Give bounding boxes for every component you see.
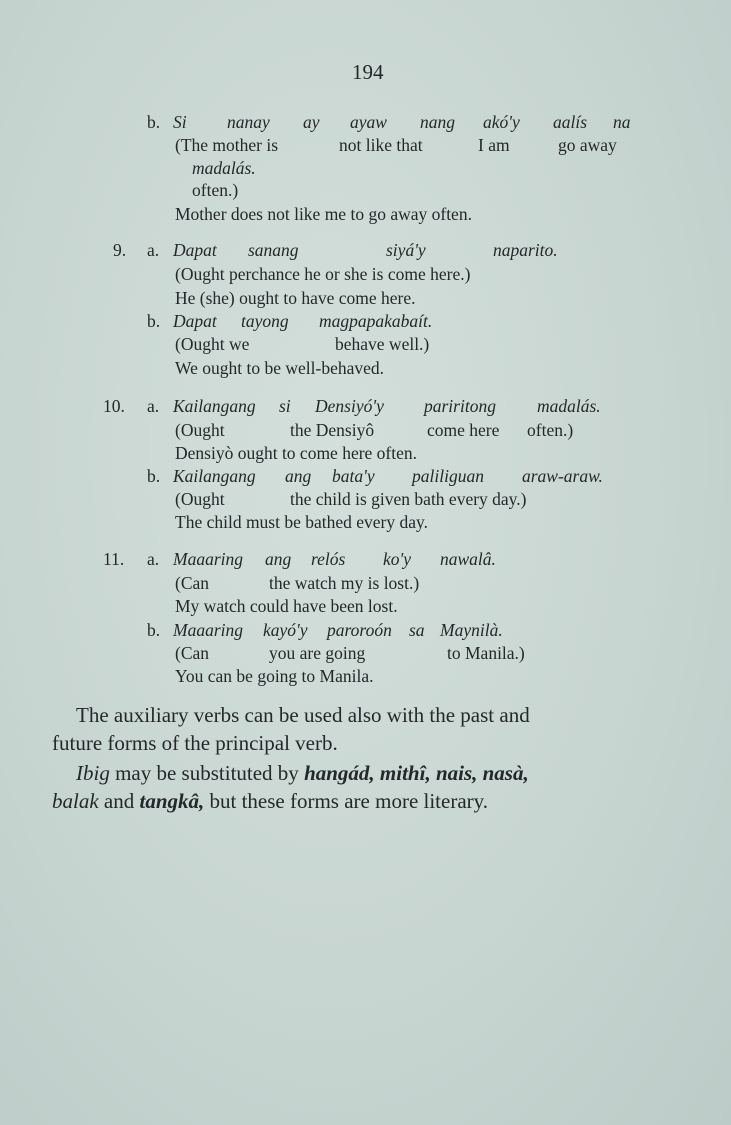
word: Si	[173, 112, 187, 132]
word: si	[279, 396, 291, 416]
word: relós	[311, 549, 346, 569]
word: madalás.	[537, 396, 601, 416]
word: tayong	[241, 311, 289, 331]
example-10-number: 10.	[103, 396, 125, 416]
gloss-part: to Manila.)	[447, 643, 525, 663]
word: na	[613, 112, 631, 132]
word: paroroón	[327, 620, 392, 640]
word: aalís	[553, 112, 588, 132]
example-9b-tagalog	[147, 310, 433, 332]
example-10a-translation: Densiyò ought to come here often.	[175, 443, 418, 463]
word: pariritong	[424, 396, 496, 416]
example-11b-gloss	[175, 642, 525, 664]
word: Dapat	[173, 240, 217, 260]
word: Densiyó'y	[315, 396, 384, 416]
example-10b-tagalog	[147, 465, 603, 487]
gloss-part: the Densiyô	[290, 420, 375, 440]
gloss-part: behave well.)	[335, 334, 430, 354]
gloss-part: not like that	[339, 135, 423, 155]
gloss-part: (Ought we	[175, 334, 250, 354]
example-9a-gloss: (Ought perchance he or she is come here.)	[175, 264, 471, 284]
example-label: a.	[147, 396, 160, 416]
gloss-part: the child is given bath every day.)	[290, 489, 527, 509]
word: ang	[285, 466, 312, 486]
text: may be substituted by	[109, 761, 305, 785]
gloss-part: (Ought	[175, 489, 225, 509]
example-label: b.	[147, 112, 161, 132]
example-10a-tagalog	[147, 395, 601, 417]
word: araw-araw.	[522, 466, 603, 486]
term: Ibig	[76, 761, 110, 785]
example-11a-translation: My watch could have been lost.	[175, 596, 398, 616]
word: naparito.	[493, 240, 558, 260]
word: sa	[409, 620, 425, 640]
word: siyá'y	[386, 240, 426, 260]
example-8b-translation: Mother does not like me to go away often.	[175, 204, 472, 224]
page-number: 194	[352, 60, 384, 84]
example-9b-translation: We ought to be well-behaved.	[175, 358, 385, 378]
word: ang	[265, 549, 292, 569]
example-10a-gloss	[175, 419, 574, 441]
paragraph-2-line-1	[76, 760, 529, 787]
term: tangkâ,	[139, 789, 205, 813]
word: kayó'y	[263, 620, 308, 640]
example-8b-tagalog	[147, 111, 631, 133]
gloss-part: (The mother is	[175, 135, 279, 155]
example-label: b.	[147, 620, 161, 640]
word: paliliguan	[412, 466, 484, 486]
word: nawalâ.	[440, 549, 496, 569]
word: nanay	[227, 112, 270, 132]
example-8b-gloss	[175, 134, 617, 156]
text: but these forms are more literary.	[204, 789, 489, 813]
word: Maaaring	[173, 620, 243, 640]
term: balak	[52, 789, 99, 813]
word: Kailangang	[173, 396, 256, 416]
example-label: a.	[147, 240, 160, 260]
example-9a-tagalog	[147, 239, 558, 261]
paragraph-1-line-1: The auxiliary verbs can be used also with the past and	[76, 703, 530, 727]
word: akó'y	[483, 112, 520, 132]
gloss-part: (Ought	[175, 420, 225, 440]
example-11a-tagalog	[147, 548, 496, 570]
word: ko'y	[383, 549, 412, 569]
example-11b-translation: You can be going to Manila.	[175, 666, 374, 686]
example-11-number: 11.	[103, 549, 125, 569]
word: bata'y	[332, 466, 375, 486]
gloss-part: often.)	[527, 420, 574, 440]
example-label: a.	[147, 549, 160, 569]
example-label: b.	[147, 466, 161, 486]
term: hangád, mithî, nais, nasà,	[304, 761, 529, 785]
gloss-part: you are going	[269, 643, 366, 663]
gloss-part: come here	[427, 420, 500, 440]
word: magpapakabaít.	[319, 311, 433, 331]
word: Maaaring	[173, 549, 243, 569]
example-8b-continuation: madalás.	[192, 158, 256, 178]
gloss-part: the watch my is lost.)	[269, 573, 420, 593]
word: nang	[420, 112, 455, 132]
example-9a-translation: He (she) ought to have come here.	[175, 288, 416, 308]
word: Maynilà.	[440, 620, 503, 640]
example-8b-gloss-continuation: often.)	[192, 180, 239, 200]
example-11b-tagalog	[147, 619, 503, 641]
gloss-part: (Can	[175, 643, 210, 663]
word: ayaw	[350, 112, 387, 132]
word: ay	[303, 112, 320, 132]
text: and	[98, 789, 140, 813]
example-10b-gloss	[175, 488, 527, 510]
word: sanang	[248, 240, 299, 260]
example-10b-translation: The child must be bathed every day.	[175, 512, 429, 532]
gloss-part: (Can	[175, 573, 210, 593]
word: Dapat	[173, 311, 217, 331]
gloss-part: go away	[558, 135, 617, 155]
example-9b-gloss	[175, 333, 430, 355]
word: Kailangang	[173, 466, 256, 486]
paragraph-1-line-2: future forms of the principal verb.	[52, 731, 338, 755]
paragraph-2-line-2	[52, 788, 488, 815]
example-label: b.	[147, 311, 161, 331]
example-9-number: 9.	[113, 240, 127, 260]
example-11a-gloss	[175, 572, 420, 594]
gloss-part: I am	[478, 135, 510, 155]
